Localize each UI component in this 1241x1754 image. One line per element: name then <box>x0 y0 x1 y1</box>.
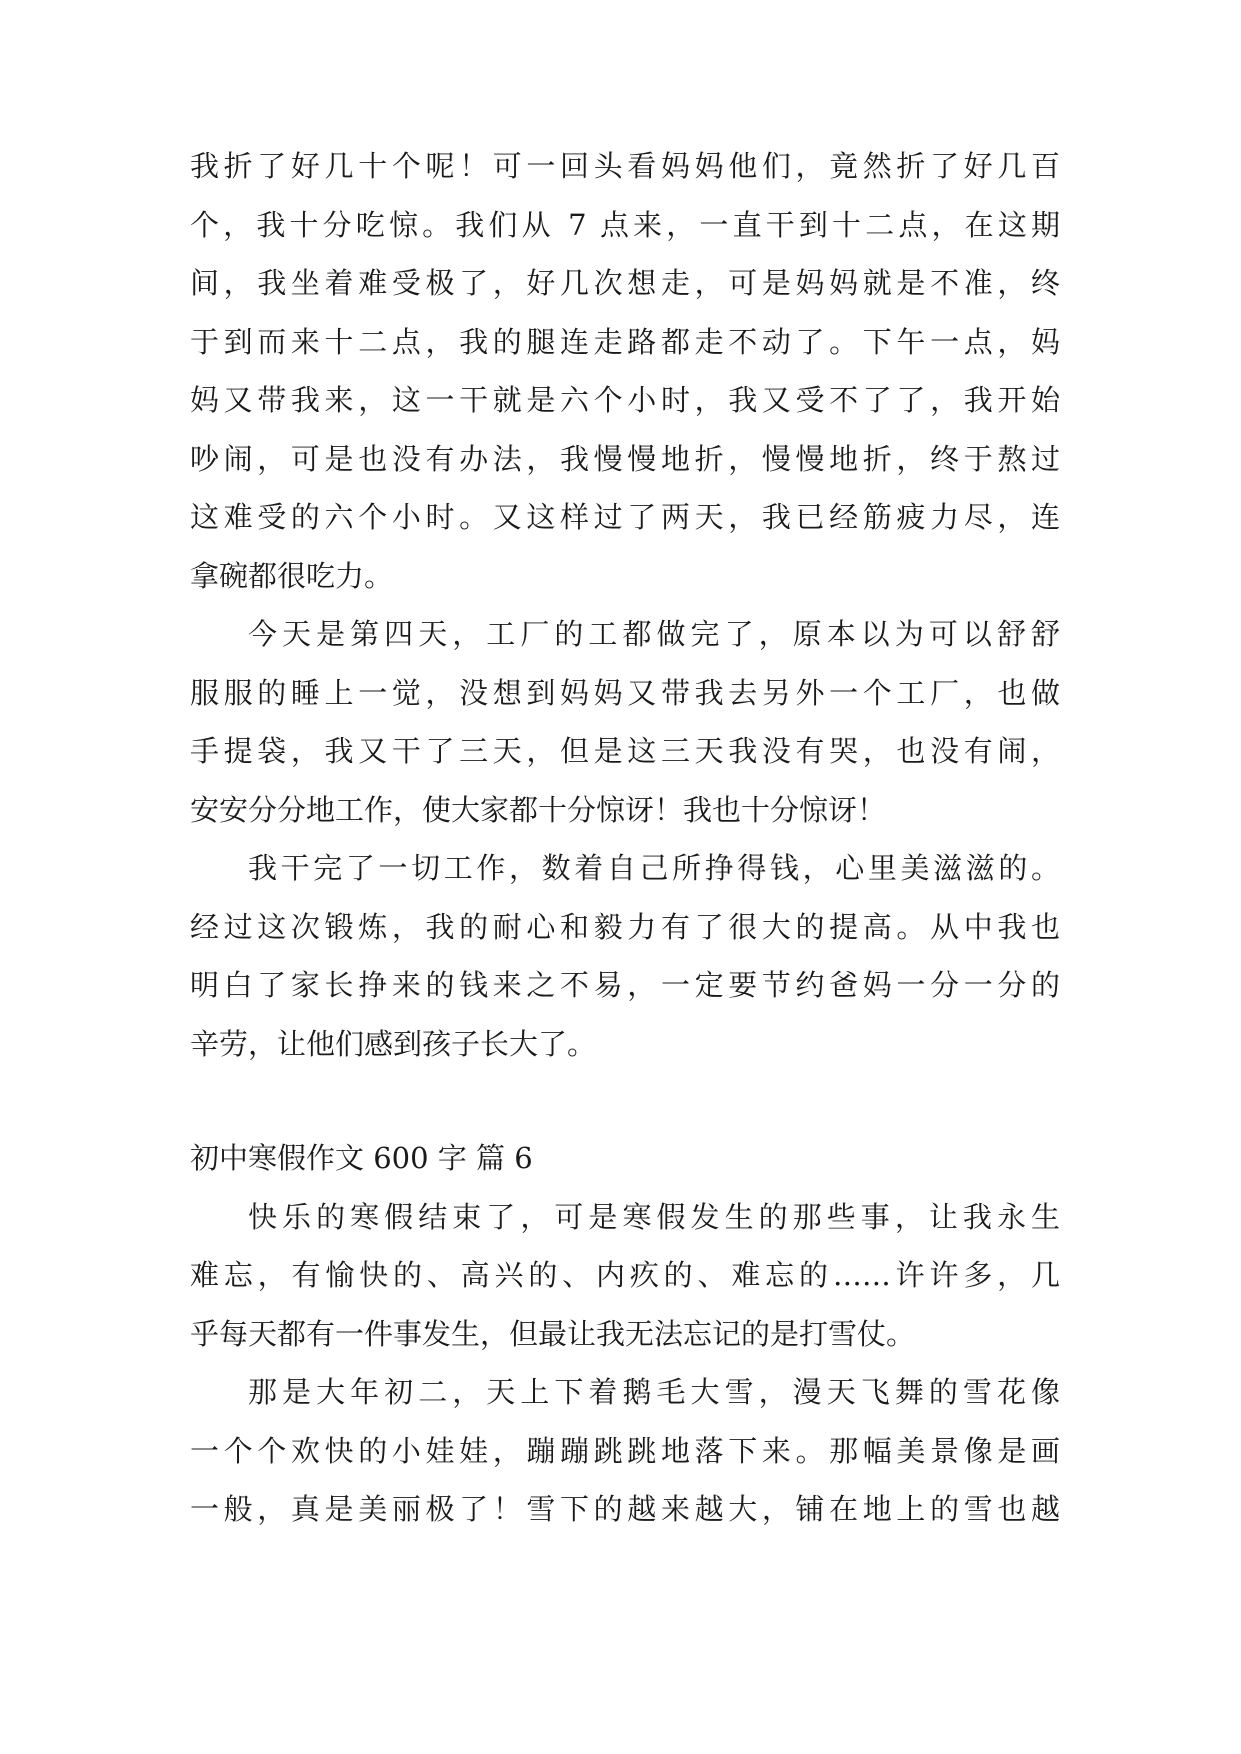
text-line: 妈又带我来，这一干就是六个小时，我又受不了了，我开始 <box>190 383 1060 417</box>
text-line: 乎每天都有一件事发生，但最让我无法忘记的是打雪仗。 <box>190 1316 916 1351</box>
paragraph-day-four <box>190 605 1060 839</box>
text-line: 于到而来十二点，我的腿连走路都走不动了。下午一点，妈 <box>190 324 1060 359</box>
paragraph-continued <box>190 137 1060 605</box>
text-line: 快乐的寒假结束了，可是寒假发生的那些事，让我永生 <box>248 1199 1060 1234</box>
text-line: 间，我坐着难受极了，好几次想走，可是妈妈就是不准，终 <box>190 266 1060 300</box>
section-spacer <box>190 1073 1060 1129</box>
paragraph-snow-day <box>190 1363 1060 1539</box>
text-line: 我干完了一切工作，数着自己所挣得钱，心里美滋滋的。 <box>248 851 1060 885</box>
text-line: 个，我十分吃惊。我们从 7 点来，一直干到十二点，在这期 <box>190 207 1060 242</box>
text-line: 一般，真是美丽极了！雪下的越来越大，铺在地上的雪也越 <box>190 1492 1060 1526</box>
text-line: 一个个欢快的小娃娃，蹦蹦跳跳地落下来。那幅美景像是画 <box>190 1433 1060 1468</box>
text-line: 手提袋，我又干了三天，但是这三天我没有哭，也没有闹， <box>190 734 1060 768</box>
text-line: 今天是第四天，工厂的工都做完了，原本以为可以舒舒 <box>248 617 1060 651</box>
text-line: 吵闹，可是也没有办法，我慢慢地折，慢慢地折，终于熬过 <box>190 441 1060 476</box>
text-line: 拿碗都很吃力。 <box>190 558 394 593</box>
text-line: 服服的睡上一觉，没想到妈妈又带我去另外一个工厂，也做 <box>190 675 1060 710</box>
text-line: 难忘，有愉快的、高兴的、内疚的、难忘的……许许多，几 <box>190 1258 1060 1292</box>
text-line: 辛劳，让他们感到孩子长大了。 <box>190 1026 597 1061</box>
text-line: 那是大年初二，天上下着鹅毛大雪，漫天飞舞的雪花像 <box>248 1375 1060 1409</box>
text-line: 经过这次锻炼，我的耐心和毅力有了很大的提高。从中我也 <box>190 909 1060 944</box>
text-line: 明白了家长挣来的钱来之不易，一定要节约爸妈一分一分的 <box>190 968 1060 1002</box>
paragraph-conclusion <box>190 839 1060 1073</box>
text-line: 我折了好几十个呢！可一回头看妈妈他们，竟然折了好几百 <box>190 149 1060 183</box>
text-line: 这难受的六个小时。又这样过了两天，我已经筋疲力尽，连 <box>190 500 1060 534</box>
text-line: 安安分分地工作，使大家都十分惊讶！我也十分惊讶！ <box>190 792 887 827</box>
document-body <box>190 137 1060 1539</box>
paragraph-intro <box>190 1188 1060 1364</box>
section-title: 初中寒假作文 600 字 篇 6 <box>190 1141 533 1175</box>
